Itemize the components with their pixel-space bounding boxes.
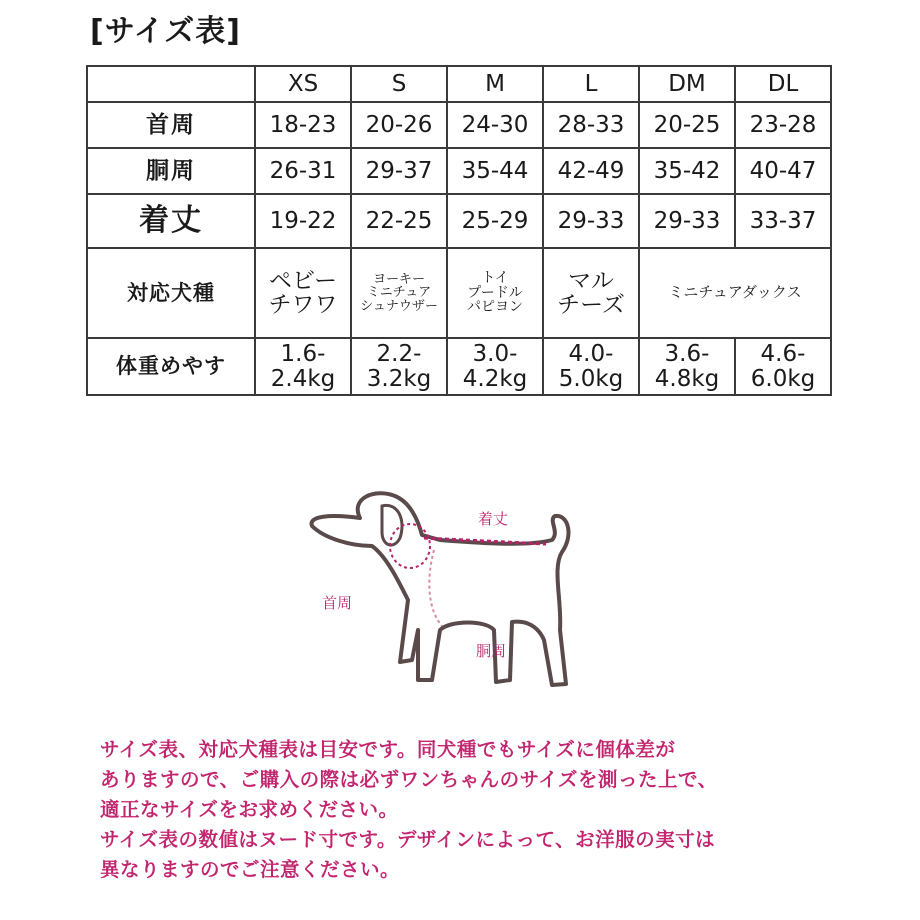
breed-name: ミニチュアダックス <box>668 283 802 302</box>
weight-cell: 2.2-3.2kg <box>351 338 447 395</box>
neck-measure-loop <box>390 524 430 568</box>
weight-cell: 3.0-4.2kg <box>447 338 543 395</box>
size-header: L <box>543 66 639 102</box>
breed-cell-s <box>351 248 447 338</box>
breed-cell-m <box>447 248 543 338</box>
table-cell: 42-49 <box>543 148 639 194</box>
table-cell: 29-37 <box>351 148 447 194</box>
table-cell: 18-23 <box>255 102 351 148</box>
breed-cell-xs <box>255 248 351 338</box>
size-header: XS <box>255 66 351 102</box>
table-cell: 40-47 <box>735 148 831 194</box>
dog-measurement-diagram <box>290 480 590 700</box>
breed-name: ペビー <box>268 267 338 294</box>
breed-name: ヨーキー <box>372 271 425 287</box>
breed-cell-l <box>543 248 639 338</box>
weight-cell: 1.6-2.4kg <box>255 338 351 395</box>
table-cell: 29-33 <box>543 194 639 248</box>
weight-row <box>87 338 831 395</box>
row-label-neck: 首周 <box>87 102 255 148</box>
table-cell: 22-25 <box>351 194 447 248</box>
table-cell: 25-29 <box>447 194 543 248</box>
note-line: ありますので、ご購入の際は必ずワンちゃんのサイズを測った上で、 <box>100 768 718 791</box>
breed-name: チーズ <box>557 292 625 318</box>
table-cell: 20-25 <box>639 102 735 148</box>
table-row <box>87 102 831 148</box>
breed-name: チワワ <box>268 292 338 318</box>
size-header: M <box>447 66 543 102</box>
breed-name: パピヨン <box>467 299 523 316</box>
table-cell: 35-42 <box>639 148 735 194</box>
breed-name: ミニチュア <box>366 285 432 301</box>
breed-row <box>87 248 831 338</box>
table-cell: 29-33 <box>639 194 735 248</box>
neck-label: 首周 <box>322 594 353 612</box>
weight-cell: 4.6-6.0kg <box>735 338 831 395</box>
note-line: サイズ表、対応犬種表は目安です。同犬種でもサイズに個体差が <box>100 738 676 761</box>
weight-cell: 3.6-4.8kg <box>639 338 735 395</box>
table-cell: 24-30 <box>447 102 543 148</box>
size-header: S <box>351 66 447 102</box>
breed-name: シュナウザー <box>360 298 438 314</box>
note-line: 適正なサイズをお求めください。 <box>100 798 399 821</box>
length-label: 着丈 <box>478 510 509 528</box>
dog-outline <box>312 493 569 685</box>
table-cell: 19-22 <box>255 194 351 248</box>
row-label-chest: 胴周 <box>87 148 255 194</box>
note-line: 異なりますのでご注意ください。 <box>100 858 401 881</box>
row-label-weight: 体重めやす <box>87 338 255 395</box>
breed-cell-dm-dl <box>639 248 831 338</box>
table-cell: 23-28 <box>735 102 831 148</box>
corner-cell <box>87 66 255 102</box>
table-cell: 33-37 <box>735 194 831 248</box>
size-header-row <box>87 66 831 102</box>
breed-name: プードル <box>467 284 523 301</box>
table-cell: 26-31 <box>255 148 351 194</box>
chest-label: 胴周 <box>476 642 507 660</box>
page-title: [サイズ表] <box>90 14 242 49</box>
size-header: DM <box>639 66 735 102</box>
size-table <box>86 65 832 396</box>
note-line: サイズ表の数値はヌード寸です。デザインによって、お洋服の実寸は <box>100 828 716 851</box>
table-row <box>87 148 831 194</box>
notes <box>100 735 860 885</box>
table-row <box>87 194 831 248</box>
breed-name: トイ <box>481 269 509 286</box>
table-cell: 28-33 <box>543 102 639 148</box>
chest-measure-line <box>429 550 442 626</box>
row-label-breed: 対応犬種 <box>87 248 255 338</box>
table-cell: 20-26 <box>351 102 447 148</box>
size-header: DL <box>735 66 831 102</box>
table-cell: 35-44 <box>447 148 543 194</box>
weight-cell: 4.0-5.0kg <box>543 338 639 395</box>
row-label-length: 着丈 <box>87 194 255 248</box>
breed-name: マル <box>568 267 614 294</box>
